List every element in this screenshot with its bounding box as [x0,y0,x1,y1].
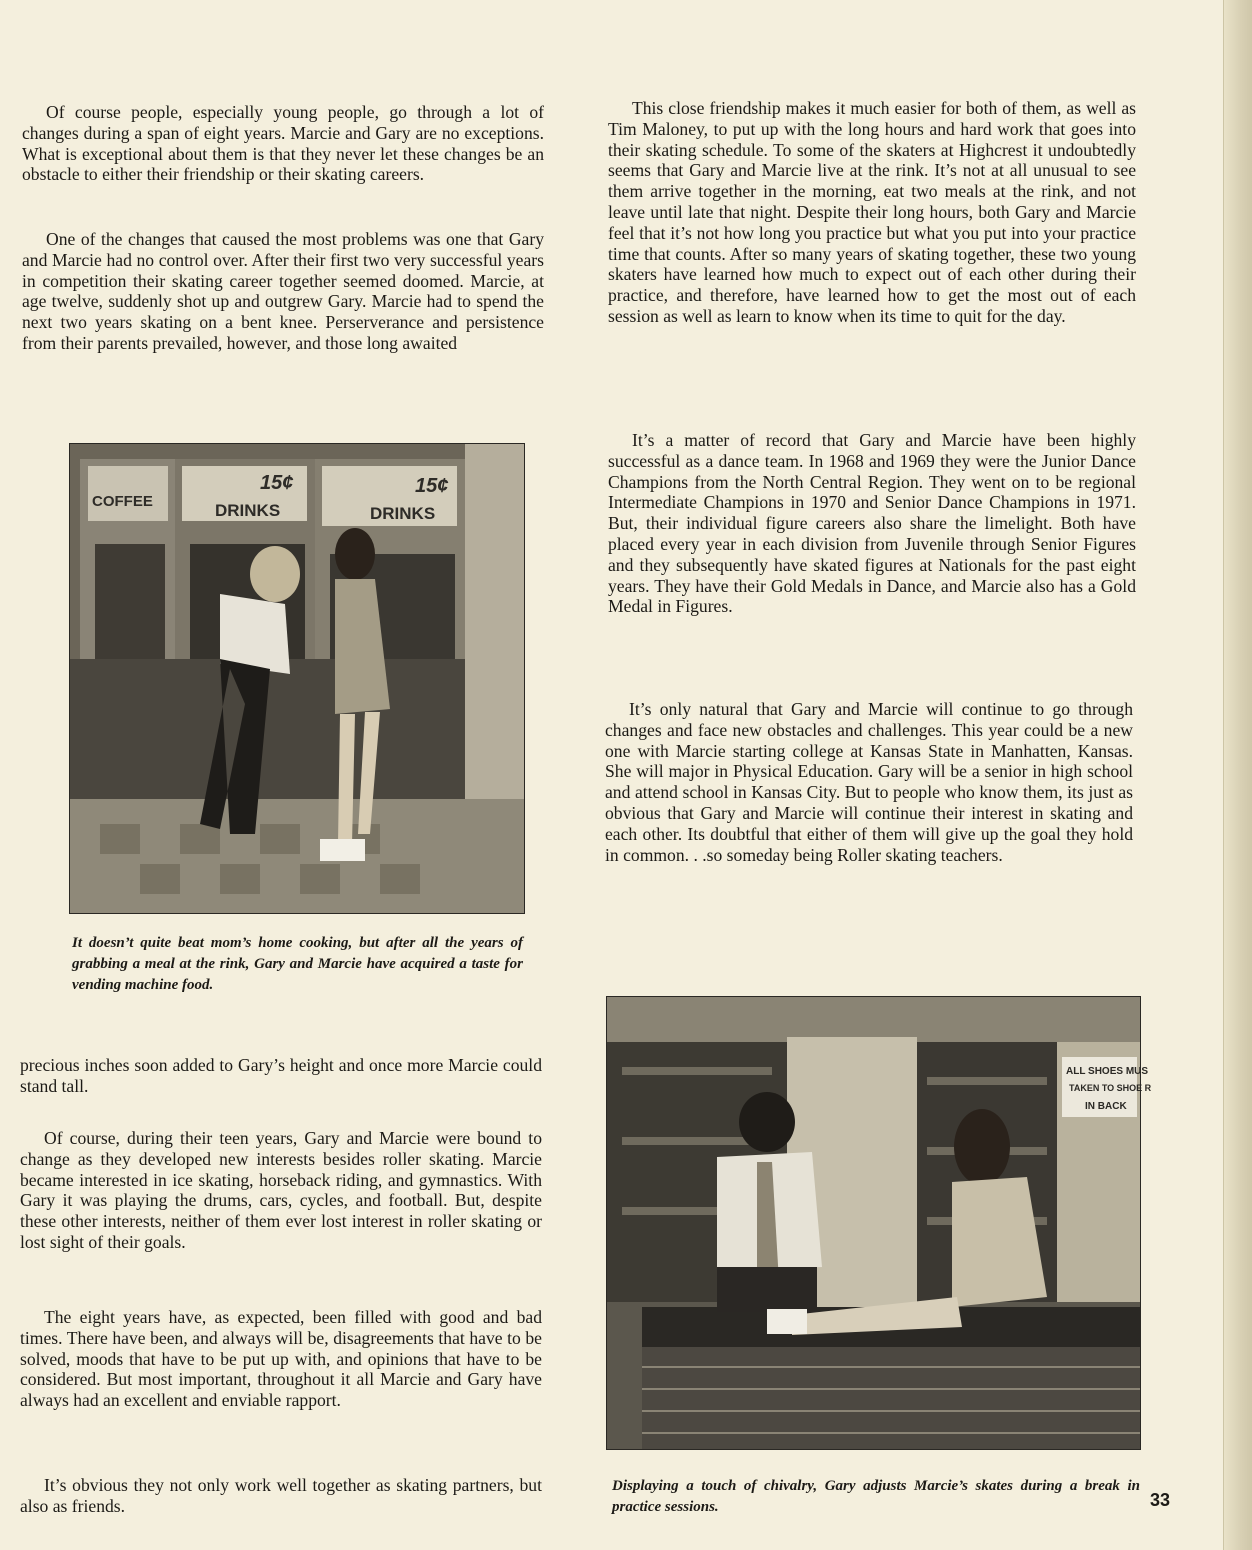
shoes-sign-line-2: TAKEN TO SHOE R [1069,1083,1152,1093]
page-edge [1223,0,1252,1550]
right-paragraph-2: It’s a matter of record that Gary and Marcie have been highly successful as a dance team. In 1968 and 1969 they were the Junior Dance Champions from the North Central Region. They went on to be regional Intermediate Champions in 1970 and Senior Dance Champions in 1971. But, their individual figure careers also share the limelight. Both have placed every year in each division from Juvenile through Senior Figures and they subsequently have skated figures at Nationals for the past eight years. They have their Gold Medals in Dance, and Marcie also has a Gold Medal in Figures. [608,430,1136,617]
right-paragraph-3: It’s only natural that Gary and Marcie will continue to go through changes and face new obstacles and challenges. This year could be a new one with Marcie starting college at Kansas State in Manhatten, Kansas. She will major in Physical Education. Gary will be a senior in high school and attend school in Kansas City. But to people who know them, its just as obvious that Gary and Marcie will continue their interest in skating and each other. Its doubtful that either of them will give up the goal they hold in common. . .so someday being Roller skating teachers. [605,699,1133,865]
drinks-sign-1: DRINKS [215,501,281,520]
left-paragraph-1: Of course people, especially young people, go through a lot of changes during a span of eight years. Marcie and Gary are no exceptions. What is exceptional about them is that they never let these changes be an obstacle to either their friendship or their skating careers. [22,102,544,185]
left-paragraph-6: It’s obvious they not only work well together as skating partners, but also as friends. [20,1475,542,1516]
price-sign-1: 15¢ [260,472,294,494]
left-paragraph-5: The eight years have, as expected, been filled with good and bad times. There have been, and always will be, disagreements that have to be solved, moods that have to be put up with, and opinions that have to be considered. But most important, throughout it all Marcie and Gary have always had an excellent and enviable rapport. [20,1307,542,1411]
page-number: 33 [1150,1490,1171,1510]
vending-machine-photo [69,443,525,914]
shoes-sign-line-3: IN BACK [1085,1101,1127,1112]
left-paragraph-4: Of course, during their teen years, Gary and Marcie were bound to change as they developed new interests besides roller skating. Marcie became interested in ice skating, horseback riding, and gymnastics. With Gary it was playing the drums, cars, cycles, and football. But, despite these other interests, neither of them ever lost interest in roller skating or lost sight of their goals. [20,1128,542,1252]
right-paragraph-1: This close friendship makes it much easier for both of them, as well as Tim Maloney, to put up with the long hours and hard work that goes into their skating schedule. To some of the skaters at Highcrest it undoubtedly seems that Gary and Marcie live at the rink. It’s not at all unusual to see them arrive together in the morning, eat two meals at the rink, and not leave until late that night. Despite their long hours, both Gary and Marcie feel that it’s not how long you practice but what you put into your practice time that counts. After so many years of skating together, these two young skaters have learned how much to expect out of each other during their practice, and therefore, have learned how to get the most out of each session as well as learn to know when its time to quit for the day. [608,98,1136,326]
left-paragraph-3: precious inches soon added to Gary’s height and once more Marcie could stand tall. [20,1055,542,1096]
shoes-sign-line-1: ALL SHOES MUS [1066,1066,1149,1077]
price-sign-2: 15¢ [415,475,449,497]
skate-adjust-photo [606,996,1152,1450]
coffee-sign: COFFEE [92,493,153,510]
vending-photo-caption: It doesn’t quite beat mom’s home cooking, but after all the years of grabbing a meal at the rink, Gary and Marcie have acquired a taste for vending machine food. [72,935,523,993]
skate-photo-caption: Displaying a touch of chivalry, Gary adjusts Marcie’s skates during a break in practice sessions. [612,1478,1140,1515]
left-paragraph-2: One of the changes that caused the most problems was one that Gary and Marcie had no control over. After their first two very successful years in competition their skating career together seemed doomed. Marcie, at age twelve, suddenly shot up and outgrew Gary. Marcie had to spend the next two years skating on a bent knee. Perserverance and persistence from their parents prevailed, however, and those long awaited [22,229,544,353]
drinks-sign-2: DRINKS [370,504,436,523]
